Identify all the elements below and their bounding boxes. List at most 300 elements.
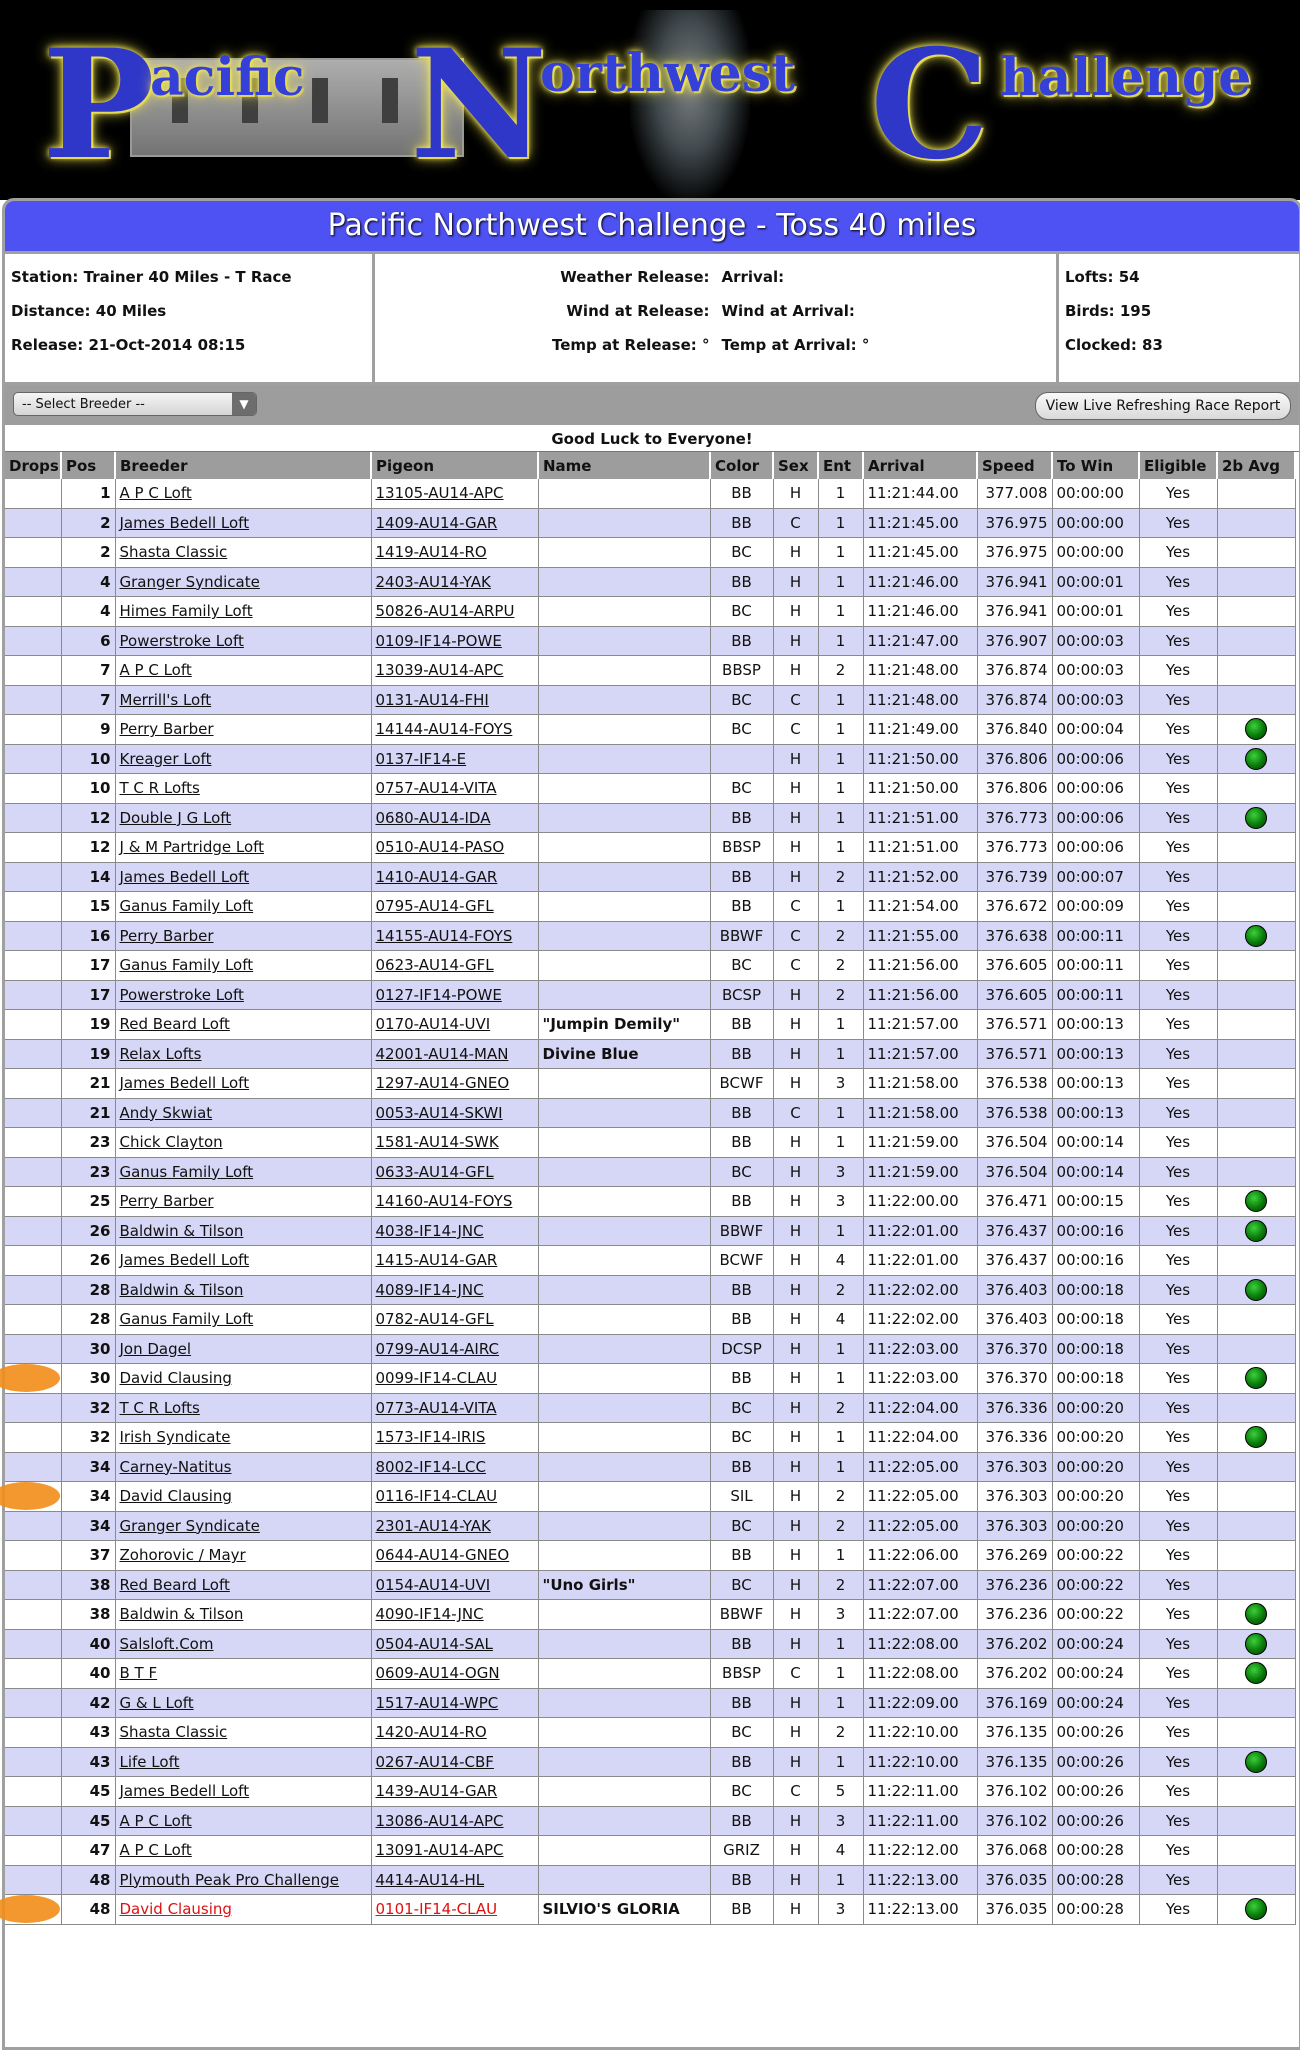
color-cell: BB <box>710 1128 773 1158</box>
eligible-cell: Yes <box>1139 951 1217 981</box>
speed-cell: 376.571 <box>977 1039 1052 1069</box>
sex-cell: H <box>773 1865 818 1895</box>
breeder-link[interactable]: Baldwin & Tilson <box>115 1216 371 1246</box>
avg-cell <box>1217 1718 1295 1748</box>
breeder-link[interactable]: Life Loft <box>115 1747 371 1777</box>
position-cell: 19 <box>61 1039 115 1069</box>
position-cell: 19 <box>61 1010 115 1040</box>
drops-cell <box>5 1452 61 1482</box>
table-row <box>5 1482 1295 1512</box>
color-cell: BCSP <box>710 980 773 1010</box>
table-row <box>5 1452 1295 1482</box>
arrival-cell: 11:22:08.00 <box>863 1629 977 1659</box>
breeder-link[interactable]: Relax Lofts <box>115 1039 371 1069</box>
eligible-cell: Yes <box>1139 479 1217 508</box>
color-cell: BB <box>710 1806 773 1836</box>
eligible-cell: Yes <box>1139 538 1217 568</box>
table-row <box>5 1157 1295 1187</box>
speed-cell: 376.806 <box>977 774 1052 804</box>
breeder-link[interactable]: James Bedell Loft <box>115 1069 371 1099</box>
breeder-link[interactable]: Shasta Classic <box>115 1718 371 1748</box>
pigeon-link[interactable]: 1297-AU14-GNEO <box>371 1069 538 1099</box>
entry-cell: 2 <box>818 951 863 981</box>
green-status-icon <box>1245 807 1267 829</box>
pigeon-link[interactable]: 2301-AU14-YAK <box>371 1511 538 1541</box>
pigeon-link[interactable]: 0101-IF14-CLAU <box>371 1895 538 1925</box>
col-color: Color <box>710 452 773 479</box>
pigeon-link[interactable]: 4089-IF14-JNC <box>371 1275 538 1305</box>
pigeon-link[interactable]: 4414-AU14-HL <box>371 1865 538 1895</box>
sex-cell: H <box>773 1600 818 1630</box>
arrival-cell: 11:21:49.00 <box>863 715 977 745</box>
wind-arrival-label: Wind at Arrival: <box>721 302 855 320</box>
distance-text: Distance: 40 Miles <box>11 302 167 320</box>
pigeon-link[interactable]: 13086-AU14-APC <box>371 1806 538 1836</box>
breeder-link[interactable]: J & M Partridge Loft <box>115 833 371 863</box>
breeder-link[interactable]: Carney-Natitus <box>115 1452 371 1482</box>
pigeon-name-cell <box>538 715 710 745</box>
breeder-link[interactable]: James Bedell Loft <box>115 1246 371 1276</box>
color-cell: BC <box>710 1777 773 1807</box>
drops-cell <box>5 1600 61 1630</box>
pigeon-link[interactable]: 1410-AU14-GAR <box>371 862 538 892</box>
pigeon-name-cell <box>538 1511 710 1541</box>
color-cell: BB <box>710 862 773 892</box>
table-row <box>5 774 1295 804</box>
entry-cell: 3 <box>818 1157 863 1187</box>
breeder-link[interactable]: Powerstroke Loft <box>115 626 371 656</box>
entry-cell: 1 <box>818 1010 863 1040</box>
to-win-cell: 00:00:00 <box>1052 479 1139 508</box>
pigeon-link[interactable]: 13091-AU14-APC <box>371 1836 538 1866</box>
pigeon-link[interactable]: 0680-AU14-IDA <box>371 803 538 833</box>
pigeon-name-cell <box>538 1364 710 1394</box>
pigeon-name-cell <box>538 1806 710 1836</box>
eligible-cell: Yes <box>1139 1836 1217 1866</box>
table-row <box>5 508 1295 538</box>
avg-cell <box>1217 1777 1295 1807</box>
entry-cell: 2 <box>818 862 863 892</box>
pigeon-link[interactable]: 0099-IF14-CLAU <box>371 1364 538 1394</box>
breeder-link[interactable]: T C R Lofts <box>115 774 371 804</box>
arrival-cell: 11:22:13.00 <box>863 1865 977 1895</box>
pigeon-link[interactable]: 1420-AU14-RO <box>371 1718 538 1748</box>
color-cell: BC <box>710 597 773 627</box>
breeder-link[interactable]: Irish Syndicate <box>115 1423 371 1453</box>
col-to-win: To Win <box>1052 452 1139 479</box>
pigeon-name-cell <box>538 921 710 951</box>
logo-word-hallenge: hallenge <box>1000 47 1252 108</box>
pigeon-name-cell <box>538 1246 710 1276</box>
breeder-link[interactable]: Double J G Loft <box>115 803 371 833</box>
speed-cell: 376.437 <box>977 1246 1052 1276</box>
drops-cell <box>5 479 61 508</box>
breeder-link[interactable]: Chick Clayton <box>115 1128 371 1158</box>
breeder-link[interactable]: James Bedell Loft <box>115 862 371 892</box>
breeder-link[interactable]: Ganus Family Loft <box>115 1305 371 1335</box>
position-cell: 26 <box>61 1216 115 1246</box>
position-cell: 7 <box>61 685 115 715</box>
arrival-cell: 11:22:01.00 <box>863 1216 977 1246</box>
position-cell: 4 <box>61 597 115 627</box>
breeder-link[interactable]: Andy Skwiat <box>115 1098 371 1128</box>
pigeon-link[interactable]: 14160-AU14-FOYS <box>371 1187 538 1217</box>
breeder-link[interactable]: Baldwin & Tilson <box>115 1600 371 1630</box>
drops-cell <box>5 685 61 715</box>
pigeon-link[interactable]: 14155-AU14-FOYS <box>371 921 538 951</box>
color-cell: BC <box>710 774 773 804</box>
position-cell: 21 <box>61 1069 115 1099</box>
arrival-cell: 11:21:58.00 <box>863 1098 977 1128</box>
pigeon-link[interactable]: 0116-IF14-CLAU <box>371 1482 538 1512</box>
pigeon-link[interactable]: 0127-IF14-POWE <box>371 980 538 1010</box>
breeder-link[interactable]: Ganus Family Loft <box>115 892 371 922</box>
breeder-link[interactable]: Red Beard Loft <box>115 1570 371 1600</box>
drops-cell <box>5 1187 61 1217</box>
sex-cell: C <box>773 715 818 745</box>
entry-cell: 1 <box>818 803 863 833</box>
position-cell: 23 <box>61 1128 115 1158</box>
pigeon-link[interactable]: 0633-AU14-GFL <box>371 1157 538 1187</box>
table-row <box>5 1806 1295 1836</box>
breeder-link[interactable]: A P C Loft <box>115 1806 371 1836</box>
speed-cell: 376.202 <box>977 1659 1052 1689</box>
table-row <box>5 1128 1295 1158</box>
color-cell: BB <box>710 1039 773 1069</box>
breeder-link[interactable]: T C R Lofts <box>115 1393 371 1423</box>
pigeon-link[interactable]: 0782-AU14-GFL <box>371 1305 538 1335</box>
pigeon-link[interactable]: 0757-AU14-VITA <box>371 774 538 804</box>
pigeon-link[interactable]: 1409-AU14-GAR <box>371 508 538 538</box>
color-cell: BB <box>710 567 773 597</box>
speed-cell: 376.773 <box>977 803 1052 833</box>
breeder-link[interactable]: A P C Loft <box>115 479 371 508</box>
position-cell: 1 <box>61 479 115 508</box>
avg-cell <box>1217 567 1295 597</box>
breeder-link[interactable]: A P C Loft <box>115 1836 371 1866</box>
position-cell: 40 <box>61 1659 115 1689</box>
breeder-link[interactable]: Zohorovic / Mayr <box>115 1541 371 1571</box>
drops-cell <box>5 597 61 627</box>
avg-cell <box>1217 626 1295 656</box>
pigeon-link[interactable]: 1415-AU14-GAR <box>371 1246 538 1276</box>
col-name: Name <box>538 452 710 479</box>
table-row <box>5 1246 1295 1276</box>
speed-cell: 376.571 <box>977 1010 1052 1040</box>
avg-cell <box>1217 1128 1295 1158</box>
table-row <box>5 656 1295 686</box>
sex-cell: C <box>773 508 818 538</box>
drops-cell <box>5 892 61 922</box>
eligible-cell: Yes <box>1139 1688 1217 1718</box>
pigeon-link[interactable]: 4038-IF14-JNC <box>371 1216 538 1246</box>
select-breeder-dropdown[interactable] <box>13 392 257 416</box>
arrival-cell: 11:21:50.00 <box>863 744 977 774</box>
pigeon-name-cell <box>538 1305 710 1335</box>
eligible-cell: Yes <box>1139 715 1217 745</box>
eligible-cell: Yes <box>1139 1895 1217 1925</box>
arrival-cell: 11:21:51.00 <box>863 803 977 833</box>
breeder-link[interactable]: Jon Dagel <box>115 1334 371 1364</box>
avg-cell <box>1217 1895 1295 1925</box>
breeder-link[interactable]: Plymouth Peak Pro Challenge <box>115 1865 371 1895</box>
breeder-link[interactable]: James Bedell Loft <box>115 508 371 538</box>
breeder-link[interactable]: Red Beard Loft <box>115 1010 371 1040</box>
eligible-cell: Yes <box>1139 1393 1217 1423</box>
drops-cell <box>5 1570 61 1600</box>
speed-cell: 376.336 <box>977 1393 1052 1423</box>
table-header-row <box>5 452 1295 479</box>
lofts-count: Lofts: 54 <box>1065 268 1140 286</box>
pigeon-link[interactable]: 0154-AU14-UVI <box>371 1570 538 1600</box>
position-cell: 9 <box>61 715 115 745</box>
drops-cell <box>5 508 61 538</box>
breeder-link[interactable]: A P C Loft <box>115 656 371 686</box>
pigeon-link[interactable]: 13039-AU14-APC <box>371 656 538 686</box>
pigeon-link[interactable]: 0053-AU14-SKWI <box>371 1098 538 1128</box>
arrival-cell: 11:21:56.00 <box>863 951 977 981</box>
green-status-icon <box>1245 1220 1267 1242</box>
arrival-cell: 11:22:11.00 <box>863 1806 977 1836</box>
pigeon-link[interactable]: 0773-AU14-VITA <box>371 1393 538 1423</box>
breeder-link[interactable]: Baldwin & Tilson <box>115 1275 371 1305</box>
speed-cell: 376.975 <box>977 538 1052 568</box>
avg-cell <box>1217 1334 1295 1364</box>
color-cell: BBWF <box>710 1216 773 1246</box>
speed-cell: 376.102 <box>977 1777 1052 1807</box>
entry-cell: 1 <box>818 1452 863 1482</box>
eligible-cell: Yes <box>1139 1777 1217 1807</box>
eligible-cell: Yes <box>1139 1629 1217 1659</box>
to-win-cell: 00:00:20 <box>1052 1423 1139 1453</box>
to-win-cell: 00:00:26 <box>1052 1718 1139 1748</box>
eligible-cell: Yes <box>1139 921 1217 951</box>
position-cell: 7 <box>61 656 115 686</box>
breeder-link[interactable]: David Clausing <box>115 1482 371 1512</box>
pigeon-link[interactable]: 0799-AU14-AIRC <box>371 1334 538 1364</box>
color-cell: BC <box>710 685 773 715</box>
pigeon-link[interactable]: 2403-AU14-YAK <box>371 567 538 597</box>
position-cell: 43 <box>61 1718 115 1748</box>
arrival-cell: 11:22:10.00 <box>863 1747 977 1777</box>
avg-cell <box>1217 1216 1295 1246</box>
breeder-link[interactable]: Shasta Classic <box>115 538 371 568</box>
pigeon-link[interactable]: 1517-AU14-WPC <box>371 1688 538 1718</box>
race-banner <box>0 0 1300 200</box>
pigeon-link[interactable]: 0137-IF14-E <box>371 744 538 774</box>
speed-cell: 376.403 <box>977 1275 1052 1305</box>
pigeon-link[interactable]: 50826-AU14-ARPU <box>371 597 538 627</box>
color-cell: BBSP <box>710 1659 773 1689</box>
sex-cell: H <box>773 1836 818 1866</box>
color-cell: BC <box>710 951 773 981</box>
position-cell: 32 <box>61 1423 115 1453</box>
position-cell: 16 <box>61 921 115 951</box>
eligible-cell: Yes <box>1139 1157 1217 1187</box>
breeder-link[interactable]: Perry Barber <box>115 1187 371 1217</box>
logo-word-acific: acific <box>150 47 305 108</box>
view-live-report-button[interactable]: View Live Refreshing Race Report <box>1035 392 1291 420</box>
table-row <box>5 921 1295 951</box>
pigeon-link[interactable]: 0170-AU14-UVI <box>371 1010 538 1040</box>
arrival-cell: 11:21:58.00 <box>863 1069 977 1099</box>
breeder-link[interactable]: David Clausing <box>115 1364 371 1394</box>
sex-cell: H <box>773 1541 818 1571</box>
to-win-cell: 00:00:01 <box>1052 597 1139 627</box>
pigeon-link[interactable]: 1573-IF14-IRIS <box>371 1423 538 1453</box>
sex-cell: H <box>773 1747 818 1777</box>
col-sex: Sex <box>773 452 818 479</box>
table-row <box>5 1895 1295 1925</box>
arrival-cell: 11:22:12.00 <box>863 1836 977 1866</box>
green-status-icon <box>1245 1751 1267 1773</box>
eligible-cell: Yes <box>1139 1511 1217 1541</box>
drops-cell <box>5 1069 61 1099</box>
pigeon-name-cell <box>538 1600 710 1630</box>
pigeon-link[interactable]: 42001-AU14-MAN <box>371 1039 538 1069</box>
sex-cell: H <box>773 1069 818 1099</box>
pigeon-name-cell <box>538 1688 710 1718</box>
to-win-cell: 00:00:15 <box>1052 1187 1139 1217</box>
good-luck-message: Good Luck to Everyone! <box>5 425 1299 452</box>
avg-cell <box>1217 1246 1295 1276</box>
avg-cell <box>1217 1600 1295 1630</box>
breeder-link[interactable]: Ganus Family Loft <box>115 951 371 981</box>
speed-cell: 376.840 <box>977 715 1052 745</box>
pigeon-link[interactable]: 0109-IF14-POWE <box>371 626 538 656</box>
table-row <box>5 1777 1295 1807</box>
avg-cell <box>1217 715 1295 745</box>
breeder-link[interactable]: David Clausing <box>115 1895 371 1925</box>
breeder-link[interactable]: Perry Barber <box>115 921 371 951</box>
breeder-link[interactable]: Powerstroke Loft <box>115 980 371 1010</box>
breeder-link[interactable]: G & L Loft <box>115 1688 371 1718</box>
breeder-link[interactable]: Merrill's Loft <box>115 685 371 715</box>
release-text: Release: 21-Oct-2014 08:15 <box>11 336 246 354</box>
pigeon-name-cell <box>538 1098 710 1128</box>
pigeon-link[interactable]: 0510-AU14-PASO <box>371 833 538 863</box>
green-status-icon <box>1245 1367 1267 1389</box>
pigeon-link[interactable]: 0623-AU14-GFL <box>371 951 538 981</box>
breeder-link[interactable]: Granger Syndicate <box>115 567 371 597</box>
drops-cell <box>5 1836 61 1866</box>
table-row <box>5 538 1295 568</box>
arrival-cell: 11:21:45.00 <box>863 508 977 538</box>
color-cell: BCWF <box>710 1246 773 1276</box>
drops-cell <box>5 1659 61 1689</box>
breeder-link[interactable]: Salsloft.Com <box>115 1629 371 1659</box>
avg-cell <box>1217 833 1295 863</box>
arrival-cell: 11:21:48.00 <box>863 685 977 715</box>
entry-cell: 1 <box>818 1364 863 1394</box>
pigeon-link[interactable]: 4090-IF14-JNC <box>371 1600 538 1630</box>
green-status-icon <box>1245 925 1267 947</box>
to-win-cell: 00:00:09 <box>1052 892 1139 922</box>
eligible-cell: Yes <box>1139 744 1217 774</box>
pigeon-name-cell <box>538 1187 710 1217</box>
to-win-cell: 00:00:22 <box>1052 1600 1139 1630</box>
pigeon-name-cell <box>538 685 710 715</box>
eligible-cell: Yes <box>1139 508 1217 538</box>
table-row <box>5 1187 1295 1217</box>
pigeon-link[interactable]: 0644-AU14-GNEO <box>371 1541 538 1571</box>
results-table <box>5 452 1296 1925</box>
pigeon-name-cell <box>538 597 710 627</box>
avg-cell <box>1217 1482 1295 1512</box>
pigeon-link[interactable]: 0504-AU14-SAL <box>371 1629 538 1659</box>
pigeon-name-cell <box>538 1865 710 1895</box>
green-status-icon <box>1245 1633 1267 1655</box>
drops-cell <box>5 656 61 686</box>
table-row <box>5 715 1295 745</box>
pigeon-link[interactable]: 0795-AU14-GFL <box>371 892 538 922</box>
entry-cell: 4 <box>818 1305 863 1335</box>
arrival-cell: 11:22:09.00 <box>863 1688 977 1718</box>
drops-cell <box>5 1806 61 1836</box>
sex-cell: H <box>773 1806 818 1836</box>
breeder-link[interactable]: Himes Family Loft <box>115 597 371 627</box>
breeder-link[interactable]: Ganus Family Loft <box>115 1157 371 1187</box>
pigeon-name-cell <box>538 1541 710 1571</box>
pigeon-link[interactable]: 0267-AU14-CBF <box>371 1747 538 1777</box>
station-text: Station: Trainer 40 Miles - T Race <box>11 268 292 286</box>
color-cell: GRIZ <box>710 1836 773 1866</box>
breeder-link[interactable]: James Bedell Loft <box>115 1777 371 1807</box>
pigeon-link[interactable]: 0131-AU14-FHI <box>371 685 538 715</box>
pigeon-link[interactable]: 1419-AU14-RO <box>371 538 538 568</box>
arrival-label: Arrival: <box>721 268 785 286</box>
drops-cell <box>5 1688 61 1718</box>
entry-cell: 2 <box>818 1275 863 1305</box>
breeder-link[interactable]: Kreager Loft <box>115 744 371 774</box>
eligible-cell: Yes <box>1139 1216 1217 1246</box>
arrival-cell: 11:22:03.00 <box>863 1334 977 1364</box>
drops-cell <box>5 921 61 951</box>
pigeon-link[interactable]: 14144-AU14-FOYS <box>371 715 538 745</box>
pigeon-link[interactable]: 1439-AU14-GAR <box>371 1777 538 1807</box>
eligible-cell: Yes <box>1139 892 1217 922</box>
table-row <box>5 1747 1295 1777</box>
breeder-link[interactable]: B T F <box>115 1659 371 1689</box>
entry-cell: 1 <box>818 774 863 804</box>
breeder-link[interactable]: Granger Syndicate <box>115 1511 371 1541</box>
eligible-cell: Yes <box>1139 1865 1217 1895</box>
speed-cell: 376.135 <box>977 1747 1052 1777</box>
avg-cell <box>1217 508 1295 538</box>
drops-cell <box>5 774 61 804</box>
color-cell: BC <box>710 1718 773 1748</box>
entry-cell: 4 <box>818 1836 863 1866</box>
speed-cell: 376.605 <box>977 951 1052 981</box>
breeder-link[interactable]: Perry Barber <box>115 715 371 745</box>
position-cell: 48 <box>61 1865 115 1895</box>
pigeon-name-cell <box>538 1393 710 1423</box>
speed-cell: 376.806 <box>977 744 1052 774</box>
to-win-cell: 00:00:13 <box>1052 1010 1139 1040</box>
speed-cell: 376.202 <box>977 1629 1052 1659</box>
pigeon-link[interactable]: 13105-AU14-APC <box>371 479 538 508</box>
position-cell: 2 <box>61 538 115 568</box>
pigeon-link[interactable]: 0609-AU14-OGN <box>371 1659 538 1689</box>
pigeon-link[interactable]: 1581-AU14-SWK <box>371 1128 538 1158</box>
position-cell: 30 <box>61 1334 115 1364</box>
arrival-cell: 11:21:56.00 <box>863 980 977 1010</box>
entry-cell: 1 <box>818 508 863 538</box>
pigeon-link[interactable]: 8002-IF14-LCC <box>371 1452 538 1482</box>
eligible-cell: Yes <box>1139 1423 1217 1453</box>
avg-cell <box>1217 1865 1295 1895</box>
sex-cell: H <box>773 1187 818 1217</box>
